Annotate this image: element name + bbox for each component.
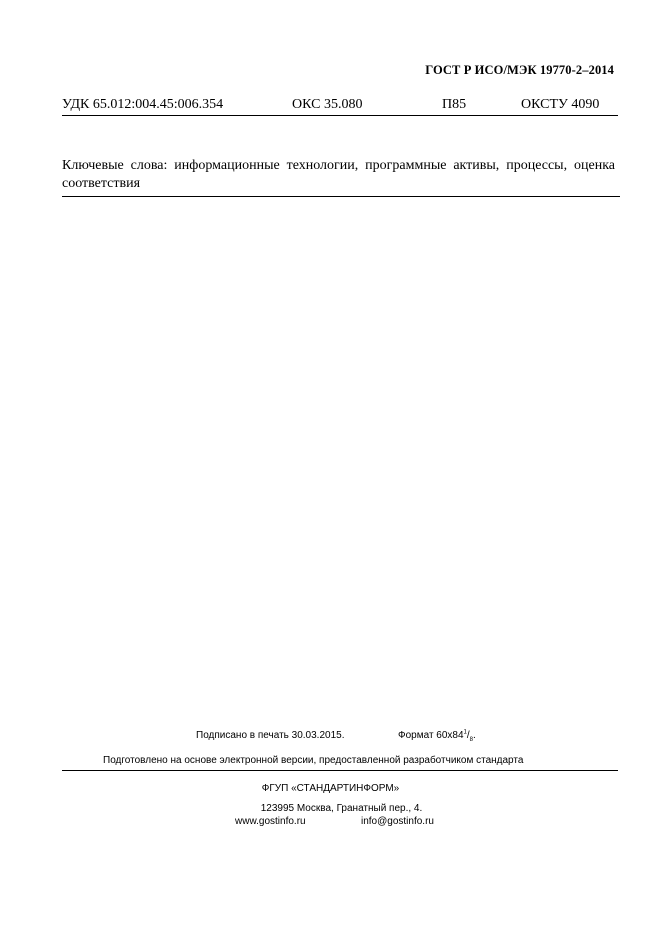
prepared-note: Подготовлено на основе электронной версии, предоставленной разработчиком стандарта: [103, 755, 524, 766]
imprint-divider: [62, 770, 618, 771]
classification-codes: [62, 97, 618, 117]
format-prefix: Формат 60х84: [398, 730, 464, 741]
p-code: П85: [442, 97, 467, 112]
udk-code: УДК 65.012:004.45:006.354: [62, 97, 224, 112]
keywords-paragraph: Ключевые слова: информационные технологии, программные активы, процессы, оценка соответствия: [62, 158, 615, 191]
codes-divider: [62, 115, 618, 116]
keywords-divider: [62, 196, 620, 197]
standard-designation: ГОСТ Р ИСО/МЭК 19770-2–2014: [425, 63, 614, 77]
publisher-email[interactable]: info@gostinfo.ru: [361, 816, 434, 827]
signed-to-print: Подписано в печать 30.03.2015.: [196, 730, 345, 741]
paper-format: Формат $60х84^1/_8$.: [398, 729, 476, 743]
publisher-website[interactable]: www.gostinfo.ru: [235, 816, 306, 827]
format-denominator: 8: [469, 737, 474, 743]
format-suffix: .: [473, 730, 476, 741]
publisher-address: 123995 Москва, Гранатный пер., 4.: [260, 803, 423, 814]
publisher-name: ФГУП «СТАНДАРТИНФОРМ»: [261, 783, 400, 794]
okstu-code: ОКСТУ 4090: [521, 97, 600, 112]
format-numerator: 1: [463, 729, 467, 736]
oks-code: ОКС 35.080: [292, 97, 363, 112]
